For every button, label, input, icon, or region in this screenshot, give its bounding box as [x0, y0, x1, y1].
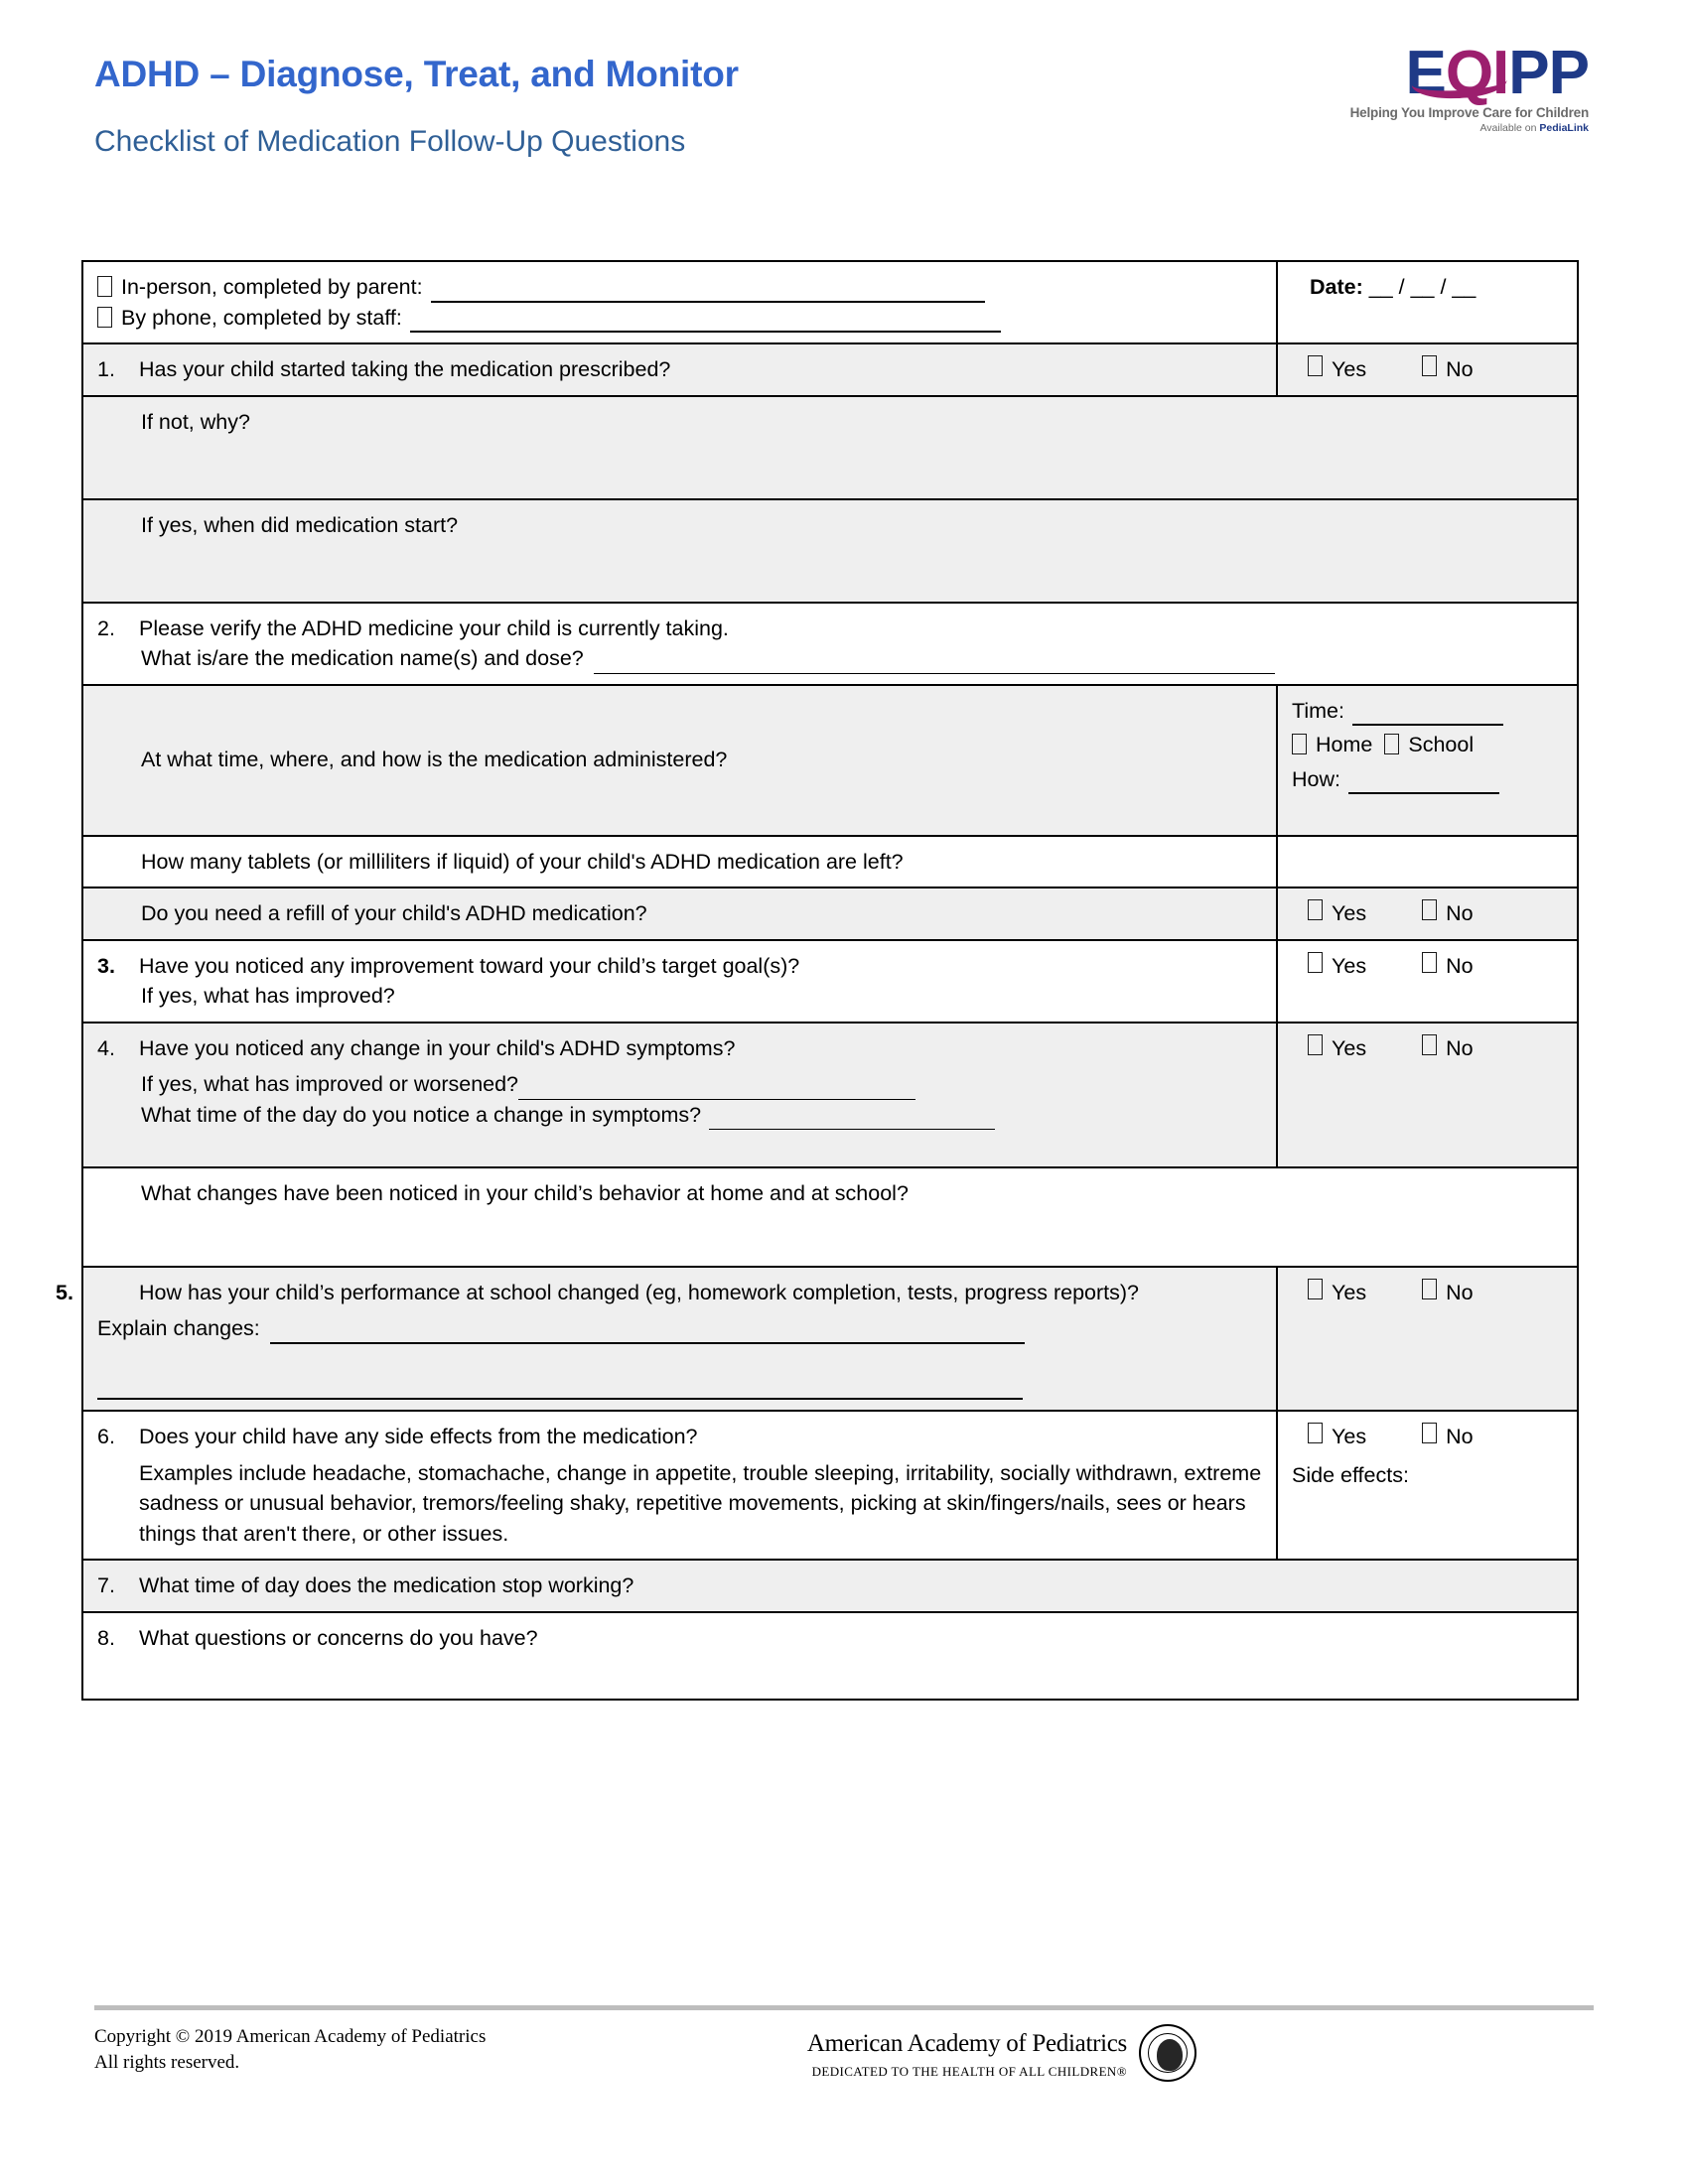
footer-divider: [94, 2005, 1594, 2010]
checkbox-q4-yes-icon[interactable]: [1308, 1034, 1323, 1055]
q6-no-label: No: [1446, 1425, 1474, 1449]
q2-how-label: How:: [1292, 766, 1340, 791]
q3-ifyes-label: If yes, what has improved?: [141, 984, 395, 1009]
eqipp-letter-e: E: [1405, 39, 1446, 107]
q2-line1: [97, 614, 1563, 644]
table-row-q5: [82, 1267, 1578, 1412]
checkbox-q6-yes-icon[interactable]: [1308, 1423, 1323, 1443]
q6-no-option[interactable]: [1422, 1422, 1473, 1452]
footer-content: [94, 2024, 1594, 2114]
in-person-option[interactable]: [97, 272, 1262, 303]
q2-time-write-line[interactable]: [1352, 706, 1503, 726]
q5-line1: [56, 1278, 1262, 1308]
table-row-refill: [82, 887, 1578, 940]
q4-no-label: No: [1446, 1035, 1474, 1060]
q1-text: Has your child started taking the medication prescribed?: [139, 357, 671, 382]
q2-how-write-line[interactable]: [1348, 774, 1499, 794]
q2-administered-cell: [82, 685, 1277, 836]
document-header: [94, 39, 1594, 204]
q5-text: How has your child’s performance at school changed (eg, homework completion, tests, progress reports)?: [139, 1280, 1140, 1304]
aap-name: American Academy of Pediatrics: [806, 2030, 1127, 2057]
table-row-q8: [82, 1612, 1578, 1700]
behavior-label: What changes have been noticed in your child’s behavior at home and at school?: [141, 1180, 909, 1205]
refill-yes-label: Yes: [1332, 901, 1367, 926]
date-cell: [1277, 261, 1578, 343]
q6-yesno-group: [1292, 1422, 1563, 1452]
tablets-left-label: How many tablets (or milliliters if liquid) of your child's ADHD medication are left?: [141, 849, 904, 874]
q1-yes-option[interactable]: [1308, 354, 1366, 385]
q4-whattime-label: What time of the day do you notice a change in symptoms?: [141, 1102, 702, 1127]
checkbox-refill-yes-icon[interactable]: [1308, 899, 1323, 920]
eqipp-logo: [1291, 39, 1589, 134]
q2-time-field[interactable]: [1292, 696, 1563, 727]
table-row-intro: [82, 261, 1578, 343]
q1-ifnot-label: If not, why?: [141, 409, 250, 434]
q7-number: 7.: [97, 1573, 115, 1598]
q3-answer-cell: [1277, 940, 1578, 1023]
table-row-q2: [82, 603, 1578, 685]
q5-explain-write-line-2[interactable]: [97, 1380, 1023, 1400]
tablets-left-answer-cell[interactable]: [1277, 836, 1578, 888]
q2-location-group: [1292, 730, 1563, 760]
q6-number: 6.: [97, 1425, 115, 1449]
page-title: ADHD – Diagnose, Treat, and Monitor: [94, 54, 739, 94]
checkbox-q6-no-icon[interactable]: [1422, 1423, 1437, 1443]
checkbox-home-icon[interactable]: [1292, 734, 1307, 754]
page-subtitle: Checklist of Medication Follow-Up Questions: [94, 124, 686, 158]
q5-yesno-group: [1292, 1278, 1563, 1308]
in-person-label: In-person, completed by parent:: [121, 275, 423, 299]
q1-number: 1.: [97, 357, 115, 382]
q1-ifyes-cell[interactable]: [82, 499, 1578, 603]
q3-no-label: No: [1446, 953, 1474, 978]
q6-text: Does your child have any side effects from the medication?: [139, 1425, 698, 1449]
q5-question-cell: [56, 1267, 1277, 1412]
q1-no-label: No: [1446, 357, 1474, 382]
eqipp-tagline: Helping You Improve Care for Children: [1349, 104, 1589, 120]
aap-seal-figure-icon: [1157, 2039, 1183, 2071]
q4-yes-option[interactable]: [1308, 1033, 1366, 1064]
eqipp-letter-p2: P: [1548, 39, 1589, 107]
q7-cell[interactable]: [82, 1560, 1578, 1612]
q6-examples: Examples include headache, stomachache, change in appetite, trouble sleeping, irritability, socially withdrawn, extreme sadness or unusual behavior, tremors/feeling shaky, repetitive movements, picking at skin/fingers/nails, sees or hears things that aren't there, or other issues.: [139, 1460, 1262, 1546]
table-row-q1-ifyes: [82, 499, 1578, 603]
q3-line1: [97, 951, 1262, 982]
q8-number: 8.: [97, 1625, 115, 1650]
eqipp-letter-q: Q: [1445, 39, 1493, 107]
by-phone-write-line[interactable]: [410, 313, 1001, 333]
aap-logo: [730, 2030, 1127, 2080]
q4-no-option[interactable]: [1422, 1033, 1473, 1064]
q2-how-field[interactable]: [1292, 764, 1563, 795]
q5-explain-line2: [97, 1370, 1262, 1401]
q4-answer-cell: [1277, 1023, 1578, 1167]
q3-text: Have you noticed any improvement toward your child’s target goal(s)?: [139, 953, 800, 978]
q5-answer-cell: [1277, 1267, 1578, 1412]
q4-yesno-group: [1292, 1033, 1563, 1064]
table-row-tablets-left: [82, 836, 1578, 888]
table-row-q6: [82, 1411, 1578, 1560]
document-footer: [94, 2005, 1594, 2114]
q3-yes-label: Yes: [1332, 953, 1367, 978]
q1-ifyes-label: If yes, when did medication start?: [141, 512, 459, 537]
table-row-q1-ifnot: [82, 396, 1578, 499]
q6-side-effects-field[interactable]: [1292, 1460, 1563, 1491]
q6-answer-cell: [1277, 1411, 1578, 1560]
by-phone-label: By phone, completed by staff:: [121, 305, 402, 330]
q5-no-option[interactable]: [1422, 1278, 1473, 1308]
q1-yes-label: Yes: [1332, 357, 1367, 382]
aap-seal-icon: [1139, 2024, 1196, 2082]
date-blanks[interactable]: __ / __ / __: [1368, 275, 1477, 299]
checkbox-q5-no-icon[interactable]: [1422, 1279, 1437, 1299]
checkbox-in-person-icon[interactable]: [97, 276, 112, 297]
medication-followup-form: [56, 260, 1579, 1701]
checkbox-q5-yes-icon[interactable]: [1308, 1279, 1323, 1299]
tablets-left-cell: [82, 836, 1277, 888]
q2-time-label: Time:: [1292, 698, 1344, 723]
q2-school-label: School: [1408, 733, 1475, 757]
refill-label: Do you need a refill of your child's ADHD medication?: [141, 901, 647, 926]
q1-ifnot-cell[interactable]: [82, 396, 1578, 499]
eqipp-letter-p1: P: [1508, 39, 1549, 107]
checkbox-q4-no-icon[interactable]: [1422, 1034, 1437, 1055]
refill-cell: [82, 887, 1277, 940]
refill-answer-cell: [1277, 887, 1578, 940]
checkbox-by-phone-icon[interactable]: [97, 307, 112, 328]
q6-line1: [97, 1422, 1262, 1452]
q6-question-cell: [82, 1411, 1277, 1560]
q2-name-dose-line: [97, 643, 1563, 674]
q3-number: 3.: [97, 953, 115, 978]
copyright-line-1: Copyright © 2019 American Academy of Pediatrics: [94, 2026, 487, 2047]
q4-whattime-line: [97, 1100, 1262, 1131]
q1-answer-cell: [1277, 343, 1578, 396]
intro-options-cell: [82, 261, 1277, 343]
q2-home-label: Home: [1316, 733, 1373, 757]
aap-tagline: DEDICATED TO THE HEALTH OF ALL CHILDREN®: [811, 2064, 1127, 2079]
q5-explain-line: [97, 1313, 1262, 1344]
in-person-write-line[interactable]: [431, 282, 985, 302]
q4-text: Have you noticed any change in your child's ADHD symptoms?: [139, 1035, 736, 1060]
q3-no-option[interactable]: [1422, 951, 1473, 982]
checkbox-q3-yes-icon[interactable]: [1308, 952, 1323, 973]
q5-yes-option[interactable]: [1308, 1278, 1366, 1308]
checkbox-q1-no-icon[interactable]: [1422, 355, 1437, 376]
q8-text: What questions or concerns do you have?: [139, 1625, 538, 1650]
q8-cell[interactable]: [82, 1612, 1578, 1700]
refill-no-label: No: [1446, 901, 1474, 926]
q3-question-cell: [82, 940, 1277, 1023]
date-field[interactable]: [1292, 272, 1563, 303]
copyright-line-2: All rights reserved.: [94, 2051, 240, 2073]
q6-yes-option[interactable]: [1308, 1422, 1366, 1452]
q6-side-effects-label: Side effects:: [1292, 1462, 1409, 1487]
q3-yes-option[interactable]: [1308, 951, 1366, 982]
table-row-q4: [82, 1023, 1578, 1167]
q6-yes-label: Yes: [1332, 1425, 1367, 1449]
checkbox-school-icon[interactable]: [1384, 734, 1399, 754]
q2-name-dose-write-line[interactable]: [594, 653, 1275, 673]
eqipp-availability: [1291, 122, 1589, 134]
q5-no-label: No: [1446, 1280, 1474, 1304]
table-row-q2-administered: [82, 685, 1578, 836]
q7-text: What time of day does the medication stop working?: [139, 1573, 634, 1598]
q1-no-option[interactable]: [1422, 354, 1473, 385]
refill-yesno-group: [1292, 898, 1563, 929]
table-row-q3: [82, 940, 1578, 1023]
behavior-cell[interactable]: [82, 1167, 1578, 1267]
eqipp-letter-i: I: [1492, 39, 1509, 107]
table-row-q1: [82, 343, 1578, 396]
q4-whattime-write-line[interactable]: [709, 1110, 995, 1130]
q4-number: 4.: [97, 1035, 115, 1060]
q2-administered-answer-cell: [1277, 685, 1578, 836]
q4-line1: [97, 1033, 1262, 1064]
q4-ifyes-write-line[interactable]: [518, 1079, 915, 1099]
table-row-q7: [82, 1560, 1578, 1612]
date-label: Date:: [1310, 275, 1363, 299]
q5-yes-label: Yes: [1332, 1280, 1367, 1304]
refill-yes-option[interactable]: [1308, 898, 1366, 929]
q4-question-cell: [82, 1023, 1277, 1167]
q5-explain-label: Explain changes:: [97, 1316, 260, 1341]
refill-no-option[interactable]: [1422, 898, 1473, 929]
q1-question-cell: [82, 343, 1277, 396]
q4-ifyes-label: If yes, what has improved or worsened?: [141, 1072, 519, 1097]
q5-explain-write-line-1[interactable]: [270, 1323, 1025, 1343]
q2-text: Please verify the ADHD medicine your child is currently taking.: [139, 615, 729, 640]
q3-yesno-group: [1292, 951, 1563, 982]
table-row-behavior: [82, 1167, 1578, 1267]
q2-question-cell: [82, 603, 1578, 685]
q2-name-dose-label: What is/are the medication name(s) and dose?: [141, 646, 584, 671]
q2-number: 2.: [97, 615, 115, 640]
q5-number: 5.: [56, 1280, 73, 1304]
available-prefix: Available on: [1479, 121, 1540, 134]
q2-administered-label: At what time, where, and how is the medication administered?: [141, 748, 728, 772]
checkbox-q3-no-icon[interactable]: [1422, 952, 1437, 973]
pedialink-brand: PediaLink: [1539, 121, 1589, 134]
checkbox-q1-yes-icon[interactable]: [1308, 355, 1323, 376]
by-phone-option[interactable]: [97, 303, 1262, 334]
checkbox-refill-no-icon[interactable]: [1422, 899, 1437, 920]
q1-yesno-group: [1292, 354, 1563, 385]
q4-yes-label: Yes: [1332, 1035, 1367, 1060]
q4-ifyes-line: [97, 1069, 1262, 1100]
